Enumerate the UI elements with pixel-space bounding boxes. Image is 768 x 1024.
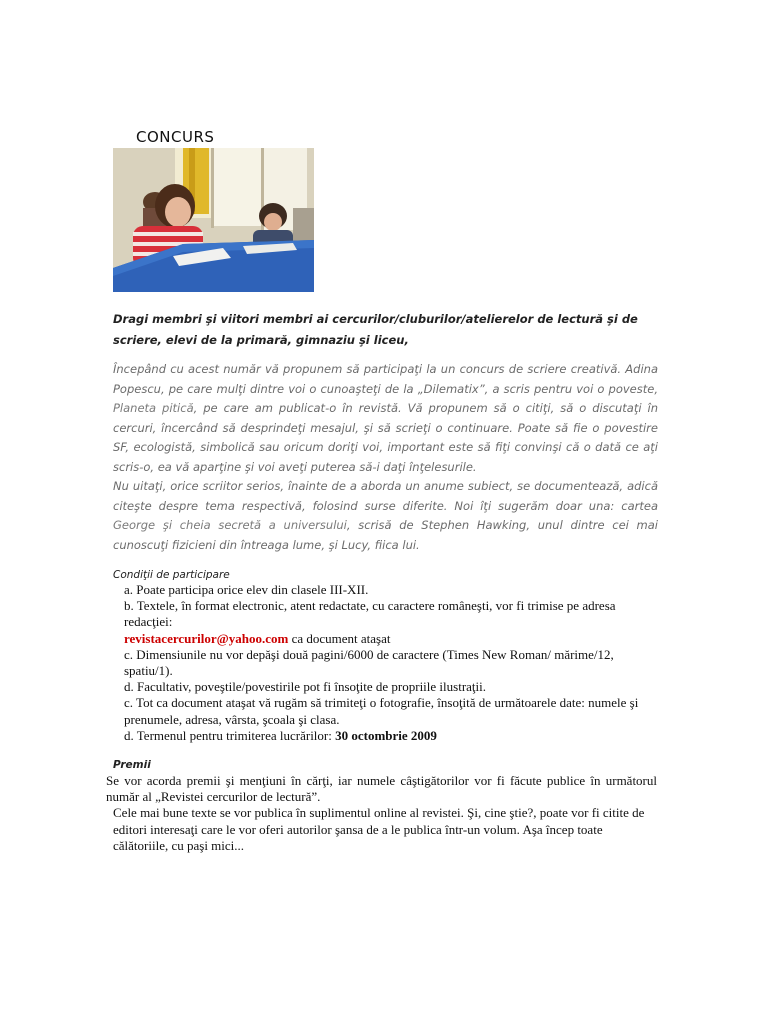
deadline-label: d. Termenul pentru trimiterea lucrărilor: xyxy=(124,727,336,743)
deadline-date: 30 octombrie 2009 xyxy=(335,727,437,743)
intro-p2-a: Nu uitaţi, orice scriitor serios, înainte de a aborda un anume subiect, se documentează, adică citeşte despre tema respectivă, folosind surse diferite. Noi îţi sugerăm doar una: cartea xyxy=(113,479,658,513)
condition-email-line xyxy=(124,631,664,647)
greeting-text: Dragi membri şi viitori membri ai cercurilor/cluburilor/atelierelor de lectură şi de scriere, elevi de la primară, gimnaziu şi liceu, xyxy=(113,312,638,347)
intro-p2-b: , scrisă de Stephen Hawking, unul dintre cei mai cunoscuţi fizicieni din întreaga lume, şi Lucy, fiica lui. xyxy=(113,518,659,552)
intro-section xyxy=(113,360,658,555)
condition-c1: c. Dimensiunile nu vor depăşi două pagini/6000 de caractere (Times New Roman/ mărime/12, spatiu/1). xyxy=(124,646,614,679)
intro-paragraph-2 xyxy=(113,477,658,555)
page-title: CONCURS xyxy=(136,128,215,146)
intro-p1-a: Începând cu acest număr vă propunem să participaţi la un concurs de scriere creativă. xyxy=(113,362,626,376)
condition-d1: d. Facultativ, poveştile/povestirile pot fi însoţite de propriile ilustraţii. xyxy=(124,679,487,695)
book-title: George şi cheia secretă a universului xyxy=(113,518,347,532)
email-link[interactable]: revistacercurilor@yahoo.com xyxy=(124,630,289,646)
condition-c2: c. Tot ca document ataşat vă rugăm să trimiteţi o fotografie, însoţită de următoarele date: numele şi prenumele, adresa, vârsta, şcoala şi clasa. xyxy=(124,695,639,727)
classroom-photo xyxy=(113,148,314,292)
conditions-heading: Condiţii de participare xyxy=(113,569,230,581)
intro-p1-c: , pe care am publicat-o în revistă. Vă propunem să o citiţi, să o discutaţi în cercuri, încercând să desprindeţi mesajul, şi să scrieţi o continuare. Poate să fie o povestire SF, ecologistă, simbolică sau oricum doriţi voi, important este să fiţi convinşi că o dată ce aţi scris-o, ea vă aparţine şi voi aveţi puterea să-i daţi înţelesurile. xyxy=(113,401,658,474)
intro-paragraph-1 xyxy=(113,360,658,477)
email-suffix: ca document ataşat xyxy=(288,630,391,646)
prizes-heading: Premii xyxy=(113,759,151,771)
condition-b: b. Textele, în format electronic, atent redactate, cu caractere româneşti, vor fi trimise pe adresa redacţiei: xyxy=(124,598,616,630)
prizes-paragraph-1: Se vor acorda premii şi menţiuni în cărţi, iar numele câştigătorilor vor fi făcute publice în următorul număr al „Revistei cercurilor de lectură”. xyxy=(106,773,657,805)
intro-author: Adina Popescu xyxy=(113,362,658,396)
prizes-paragraph-2: Cele mai bune texte se vor publica în suplimentul online al revistei. Şi, cine ştie?, poate vor fi citite de editori interesaţi care le vor oferi autorilor şansa de a le publica într-un volum. Aşa încep toate călătoriile, cu paşi mici... xyxy=(113,805,645,853)
intro-p1-b: , pe care mulţi dintre voi o cunoaşteţi de la „Dilematix”, a scris pentru voi o poveste, xyxy=(160,381,658,396)
story-title: Planeta pitică xyxy=(113,401,194,415)
conditions-list xyxy=(124,582,664,744)
condition-a: a. Poate participa orice elev din clasele III-XII. xyxy=(124,582,369,597)
condition-d2 xyxy=(124,728,664,744)
